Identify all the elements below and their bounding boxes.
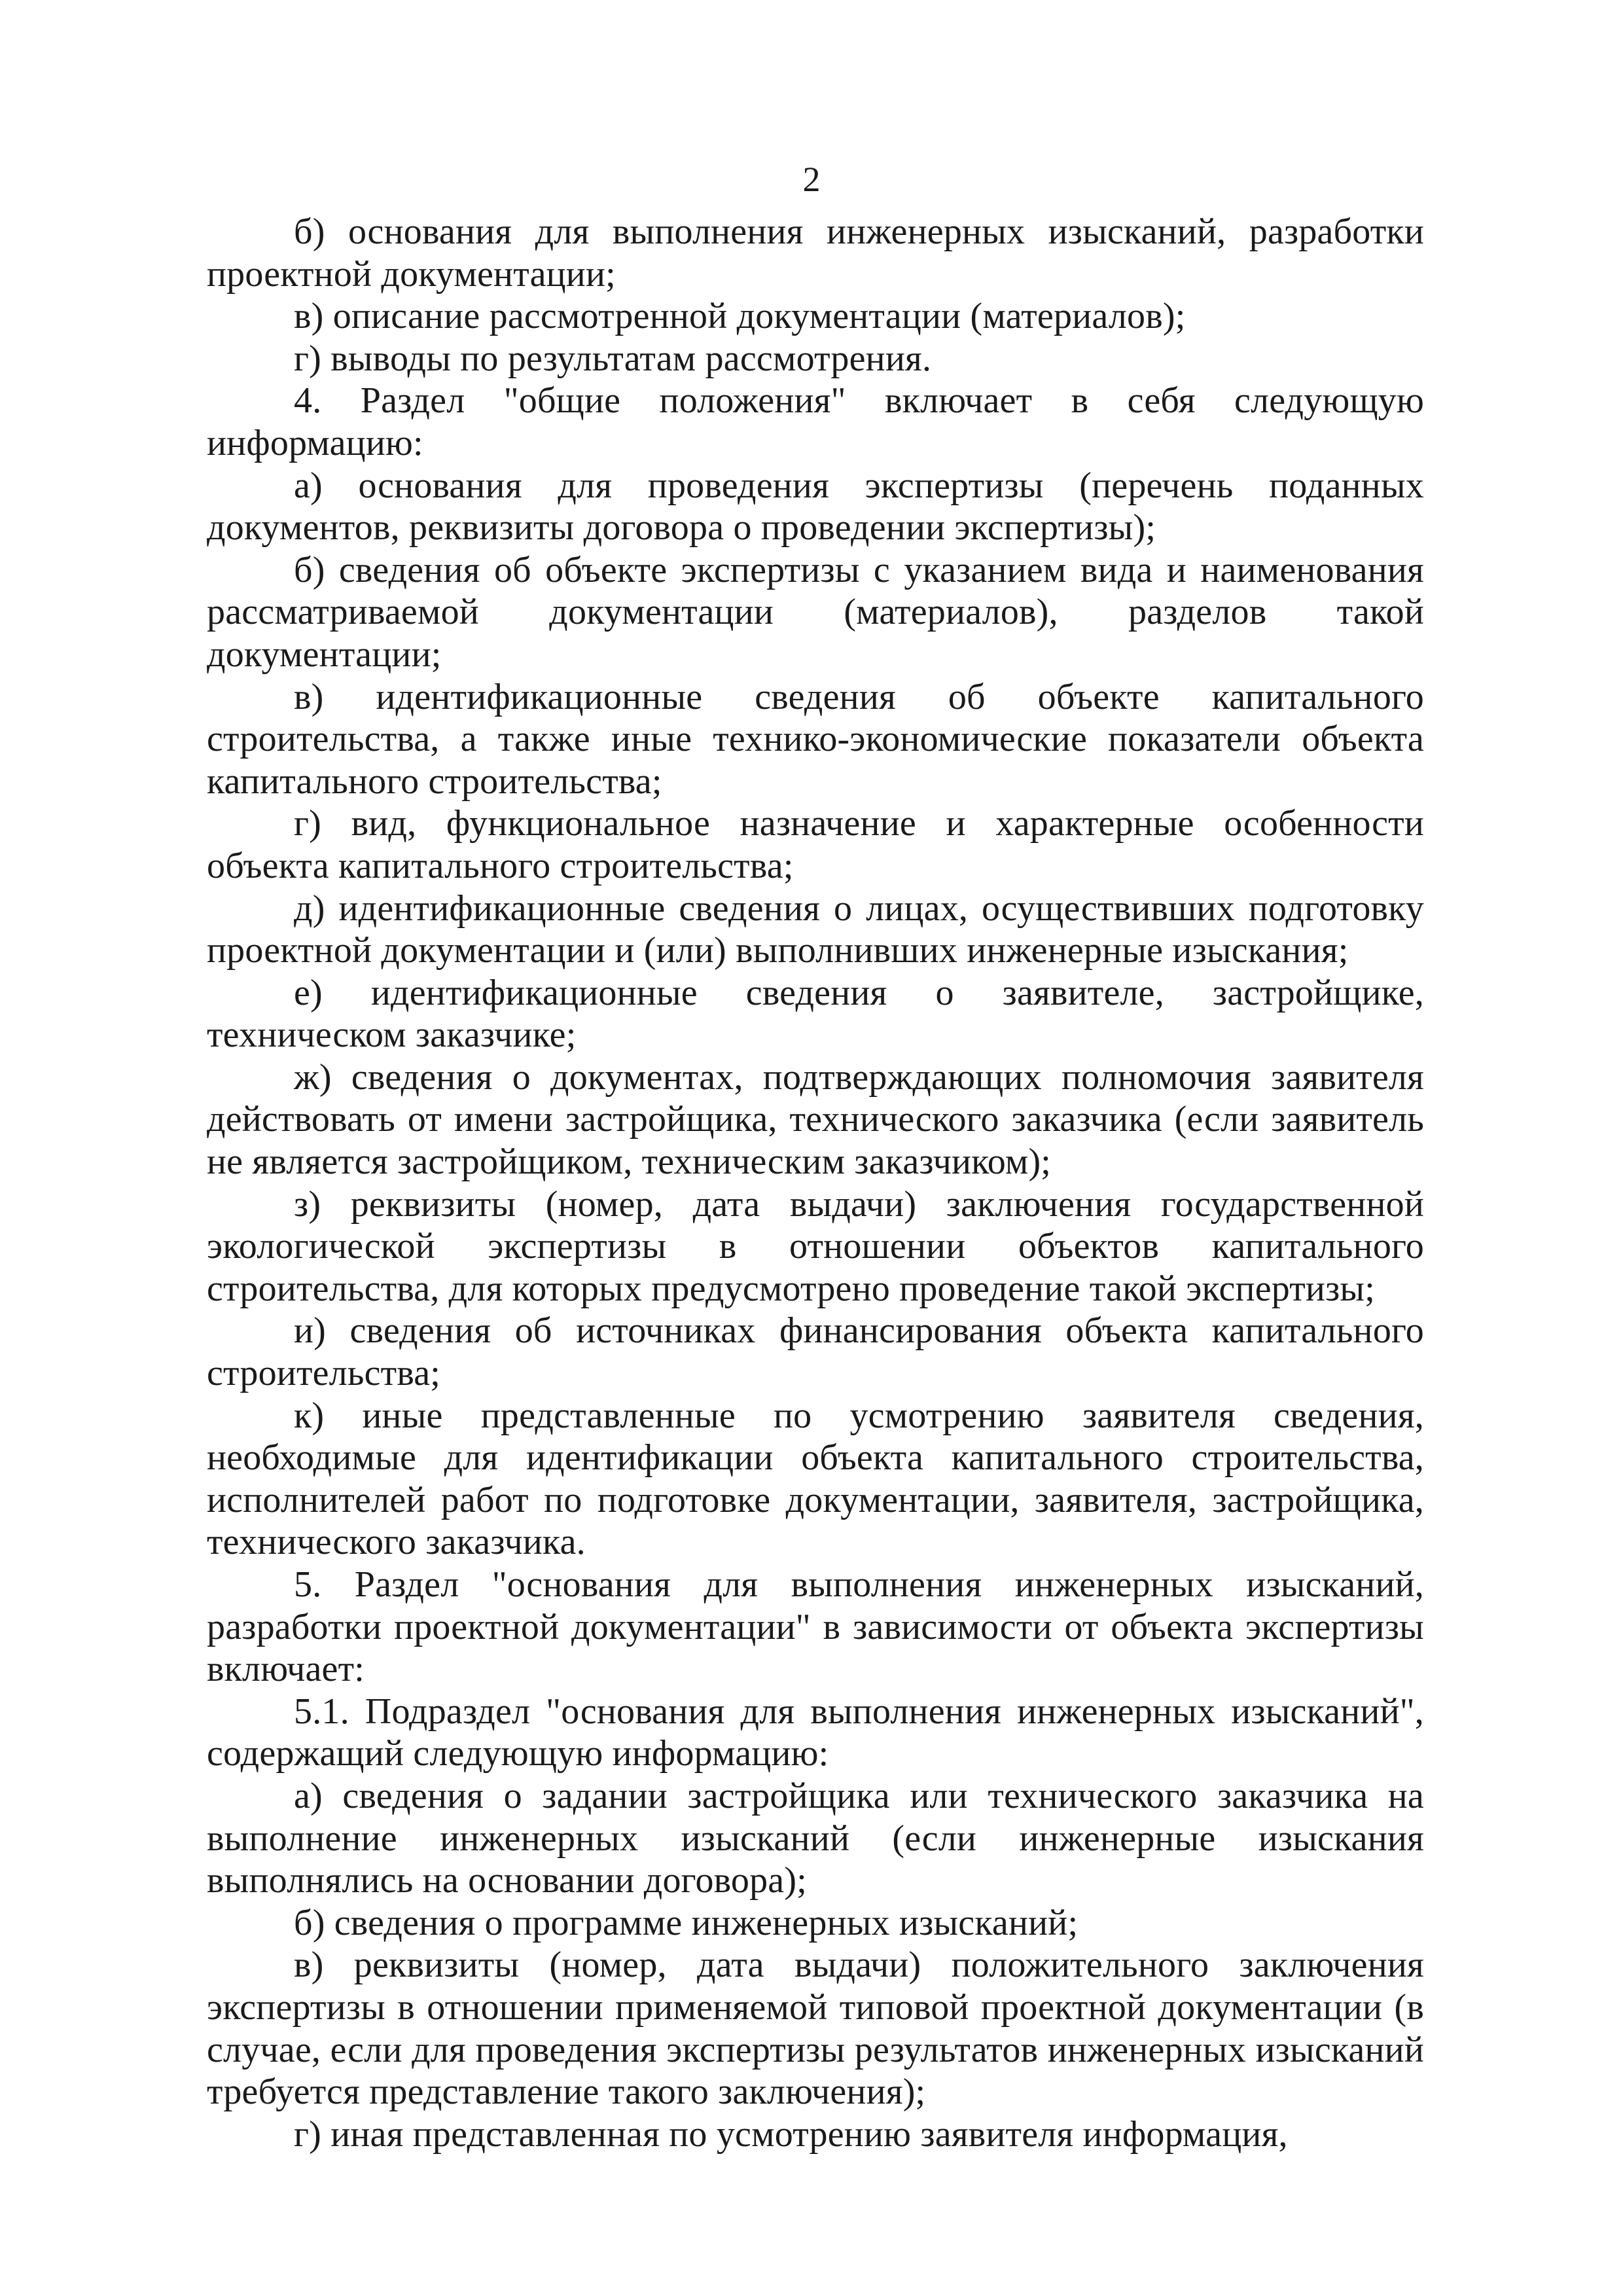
paragraph-4a: а) основания для проведения экспертизы (перечень поданных документов, реквизиты договора о проведении экспертизы); [207,465,1424,548]
paragraph-4i: и) сведения об источниках финансирования объекта капитального строительства; [207,1310,1424,1394]
paragraph-4k: к) иные представленные по усмотрению заявителя сведения, необходимые для идентификации объекта капитального строительства, исполнителей работ по подготовке документации, заявителя, застройщика, технического заказчика. [207,1395,1424,1563]
paragraph-g-vyvody: г) выводы по результатам рассмотрения. [294,338,932,379]
paragraph-4d: д) идентификационные сведения о лицах, осуществивших подготовку проектной документации и (или) выполнивших инженерные изыскания; [207,888,1424,971]
paragraph-4zh: ж) сведения о документах, подтверждающих полномочия заявителя действовать от имени застройщика, технического заказчика (если заявитель не является застройщиком, техническим заказчиком); [207,1056,1424,1183]
paragraph-v-opisanie: в) описание рассмотренной документации (материалов); [294,296,1186,337]
paragraph-4v: в) идентификационные сведения об объекте капитального строительства, а также иные технико-экономические показатели объекта капитального строительства; [207,676,1424,802]
paragraph-5-1v: в) реквизиты (номер, дата выдачи) положительного заключения экспертизы в отношении применяемой типовой проектной документации (в случае, если для проведения экспертизы результатов инженерных изысканий требуется представление такого заключения); [207,1945,1424,2113]
page-number: 2 [802,160,821,199]
paragraph-5-1-podrazdel: 5.1. Подраздел "основания для выполнения инженерных изысканий", содержащий следующую информацию: [207,1691,1424,1774]
paragraph-4g: г) вид, функциональное назначение и характерные особенности объекта капитального строительства; [207,803,1424,886]
paragraph-5-1b: б) сведения о программе инженерных изысканий; [294,1902,1079,1943]
paragraph-5-1a: а) сведения о задании застройщика или технического заказчика на выполнение инженерных изысканий (если инженерные изыскания выполнялись на основании договора); [207,1775,1424,1901]
paragraph-4b: б) сведения об объекте экспертизы с указанием вида и наименования рассматриваемой документации (материалов), разделов такой документации; [207,549,1424,675]
paragraph-4e: е) идентификационные сведения о заявителе, застройщике, техническом заказчике; [207,972,1424,1056]
document-body [207,211,1424,2155]
paragraph-5-1g: г) иная представленная по усмотрению заявителя информация, [294,2113,1288,2155]
paragraph-4z: з) реквизиты (номер, дата выдачи) заключения государственной экологической экспертизы в отношении объектов капитального строительства, для которых предусмотрено проведение такой экспертизы; [207,1183,1424,1309]
paragraph-b-osnovaniya: б) основания для выполнения инженерных изысканий, разработки проектной документации; [207,211,1424,295]
paragraph-4-obshchie-polozheniya: 4. Раздел "общие положения" включает в себя следующую информацию: [207,380,1424,463]
paragraph-5-osnovaniya-razdel: 5. Раздел "основания для выполнения инженерных изысканий, разработки проектной документации" в зависимости от объекта экспертизы включает: [207,1564,1424,1690]
